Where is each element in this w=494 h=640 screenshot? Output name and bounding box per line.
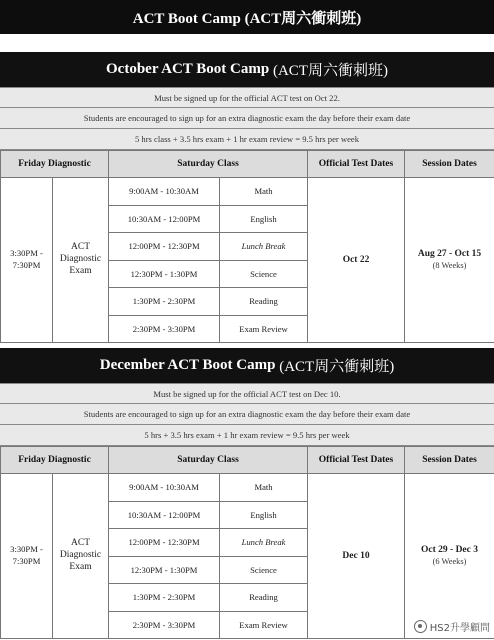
friday-time: 3:30PM - 7:30PM — [1, 178, 53, 343]
session-range: Aug 27 - Oct 15 — [417, 249, 482, 260]
class-time: 2:30PM - 3:30PM — [109, 315, 220, 343]
class-time: 1:30PM - 2:30PM — [109, 288, 220, 316]
class-time: 2:30PM - 3:30PM — [109, 611, 220, 639]
class-subject: English — [220, 501, 308, 529]
class-subject: Science — [220, 556, 308, 584]
class-subject: Exam Review — [220, 315, 308, 343]
class-time: 12:30PM - 1:30PM — [109, 556, 220, 584]
schedule-table — [0, 150, 494, 343]
class-subject: English — [220, 205, 308, 233]
col-header-saturday: Saturday Class — [109, 151, 308, 178]
schedule-table — [0, 446, 494, 639]
friday-time: 3:30PM - 7:30PM — [1, 474, 53, 639]
col-header-session: Session Dates — [405, 151, 494, 178]
class-subject: Lunch Break — [220, 529, 308, 557]
class-time: 10:30AM - 12:00PM — [109, 501, 220, 529]
col-header-official: Official Test Dates — [308, 447, 405, 474]
friday-exam: ACT Diagnostic Exam — [53, 178, 109, 343]
class-time: 9:00AM - 10:30AM — [109, 474, 220, 502]
section-title-cn: (ACT周六衝刺班) — [279, 359, 395, 375]
class-subject: Science — [220, 260, 308, 288]
class-subject: Exam Review — [220, 611, 308, 639]
class-time: 1:30PM - 2:30PM — [109, 584, 220, 612]
class-time: 12:00PM - 12:30PM — [109, 529, 220, 557]
class-subject: Reading — [220, 584, 308, 612]
official-test-date: Dec 10 — [308, 474, 405, 639]
col-header-official: Official Test Dates — [308, 151, 405, 178]
watermark — [414, 619, 490, 634]
class-time: 12:30PM - 1:30PM — [109, 260, 220, 288]
class-subject: Reading — [220, 288, 308, 316]
col-header-friday: Friday Diagnostic — [1, 447, 109, 474]
session-dates — [405, 474, 494, 639]
class-time: 12:00PM - 12:30PM — [109, 233, 220, 261]
note-diagnostic: Students are encouraged to sign up for an extra diagnostic exam the day before their exam date — [0, 108, 494, 129]
section-title: October ACT Boot Camp — [106, 61, 270, 77]
note-hours: 5 hrs + 3.5 hrs exam + 1 hr exam review = 9.5 hrs per week — [0, 425, 494, 446]
official-test-date: Oct 22 — [308, 178, 405, 343]
section-december — [0, 348, 494, 639]
section-header — [0, 52, 494, 87]
section-header — [0, 348, 494, 383]
session-weeks: (6 Weeks) — [432, 556, 467, 566]
class-subject: Math — [220, 474, 308, 502]
col-header-session: Session Dates — [405, 447, 494, 474]
note-diagnostic: Students are encouraged to sign up for an extra diagnostic exam the day before their exam date — [0, 404, 494, 425]
page-title: ACT Boot Camp (ACT周六衝刺班) — [0, 0, 494, 34]
col-header-friday: Friday Diagnostic — [1, 151, 109, 178]
class-subject: Lunch Break — [220, 233, 308, 261]
note-hours: 5 hrs class + 3.5 hrs exam + 1 hr exam review = 9.5 hrs per week — [0, 129, 494, 150]
note-signup: Must be signed up for the official ACT test on Oct 22. — [0, 87, 494, 108]
class-time: 9:00AM - 10:30AM — [109, 178, 220, 206]
section-title: December ACT Boot Camp — [99, 357, 276, 373]
class-subject: Math — [220, 178, 308, 206]
wechat-icon — [414, 620, 427, 633]
section-october — [0, 52, 494, 343]
class-time: 10:30AM - 12:00PM — [109, 205, 220, 233]
session-weeks: (8 Weeks) — [432, 260, 467, 270]
session-dates — [405, 178, 494, 343]
note-signup: Must be signed up for the official ACT test on Dec 10. — [0, 383, 494, 404]
session-range: Oct 29 - Dec 3 — [421, 545, 478, 556]
watermark-text: HS2升學顧問 — [429, 623, 490, 634]
col-header-saturday: Saturday Class — [109, 447, 308, 474]
section-title-cn: (ACT周六衝刺班) — [272, 63, 388, 79]
friday-exam: ACT Diagnostic Exam — [53, 474, 109, 639]
